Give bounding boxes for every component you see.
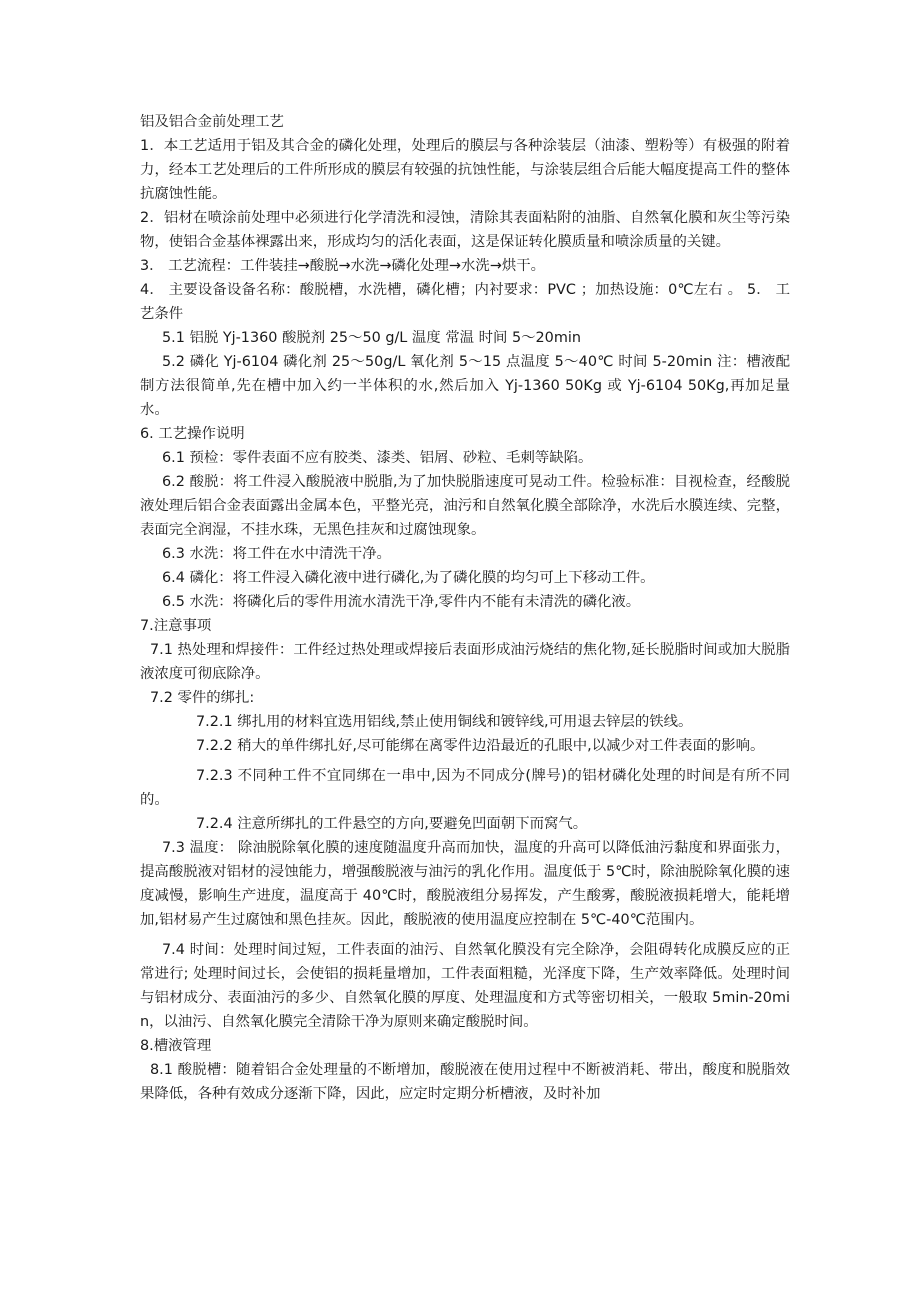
paragraph-7-2-4: 7.2.4 注意所绑扎的工件悬空的方向,要避免凹面朝下而窝气。: [196, 816, 588, 832]
paragraph-6-4: 6.4 磷化：将工件浸入磷化液中进行磷化,为了磷化膜的均匀可上下移动工件。: [162, 570, 655, 586]
paragraph-7-2-2: 7.2.2 稍大的单件绑扎好,尽可能绑在离零件边沿最近的孔眼中,以减少对工件表面的影响。: [196, 738, 765, 754]
paragraph-6-5: 6.5 水洗：将磷化后的零件用流水清洗干净,零件内不能有未清洗的磷化液。: [162, 594, 641, 610]
document-page: [140, 110, 790, 1106]
paragraph-5-2: 5.2 磷化 Yj-6104 磷化剂 25～50g/L 氧化剂 5～15 点温度 5～40℃ 时间 5-20min 注：槽液配制方法很简单,先在槽中加入约一半体积的水,然后加入 Yj-1360 50Kg 或 Yj-6104 50Kg,再加足量水。: [140, 354, 790, 418]
paragraph-6-2: 6.2 酸脱：将工件浸入酸脱液中脱脂,为了加快脱脂速度可晃动工件。检验标准：目视检查，经酸脱液处理后铝合金表面露出金属本色，平整光亮，油污和自然氧化膜全部除净，水洗后水膜连续、完整，表面完全润湿，不挂水珠，无黑色挂灰和过腐蚀现象。: [140, 474, 790, 538]
paragraph-6-1: 6.1 预检：零件表面不应有胶类、漆类、铝屑、砂粒、毛刺等缺陷。: [162, 450, 593, 466]
paragraph-8: 8.槽液管理: [140, 1038, 212, 1054]
paragraph-4: 4． 主要设备设备名称：酸脱槽，水洗槽，磷化槽；内衬要求：PVC ；加热设施：0℃左右 。 5． 工艺条件: [140, 282, 790, 322]
paragraph-6-3: 6.3 水洗：将工件在水中清洗干净。: [162, 546, 391, 562]
paragraph-7-2-1: 7.2.1 绑扎用的材料宜选用铝线,禁止使用铜线和镀锌线,可用退去锌层的铁线。: [196, 714, 693, 730]
paragraph-7: 7.注意事项: [140, 618, 212, 634]
paragraph-7-2-3: 7.2.3 不同种工件不宜同绑在一串中,因为不同成分(牌号)的铝材磷化处理的时间是有所不同的。: [140, 768, 790, 808]
paragraph-7-2: 7.2 零件的绑扎:: [150, 690, 255, 706]
paragraph-7-4: 7.4 时间：处理时间过短，工件表面的油污、自然氧化膜没有完全除净，会阻碍转化成膜反应的正常进行; 处理时间过长，会使铝的损耗量增加，工件表面粗糙，光泽度下降，生产效率降低。处理时间与铝材成分、表面油污的多少、自然氧化膜的厚度、处理温度和方式等密切相关，一般取 5min-20min，以油污、自然氧化膜完全清除干净为原则来确定酸脱时间。: [140, 942, 790, 1030]
paragraph-7-1: 7.1 热处理和焊接件：工件经过热处理或焊接后表面形成油污烧结的焦化物,延长脱脂时间或加大脱脂液浓度可彻底除净。: [140, 642, 790, 682]
paragraph-5-1: 5.1 铝脱 Yj-1360 酸脱剂 25～50 g/L 温度 常温 时间 5～20min: [162, 330, 581, 346]
paragraph-6: 6. 工艺操作说明: [140, 426, 245, 442]
paragraph-8-1: 8.1 酸脱槽：随着铝合金处理量的不断增加，酸脱液在使用过程中不断被消耗、带出，酸度和脱脂效果降低，各种有效成分逐渐下降，因此，应定时定期分析槽液，及时补加: [140, 1062, 790, 1102]
document-title: 铝及铝合金前处理工艺: [140, 114, 284, 130]
paragraph-3: 3． 工艺流程：工件装挂→酸脱→水洗→磷化处理→水洗→烘干。: [140, 258, 546, 274]
paragraph-2: 2．铝材在喷涂前处理中必须进行化学清洗和浸蚀，清除其表面粘附的油脂、自然氧化膜和灰尘等污染物，使铝合金基体裸露出来，形成均匀的活化表面，这是保证转化膜质量和喷涂质量的关键。: [140, 210, 790, 250]
paragraph-7-3: 7.3 温度： 除油脱除氧化膜的速度随温度升高而加快，温度的升高可以降低油污黏度和界面张力，提高酸脱液对铝材的浸蚀能力，增强酸脱液与油污的乳化作用。温度低于 5℃时，除油脱除氧化膜的速度减慢，影响生产进度，温度高于 40℃时，酸脱液组分易挥发，产生酸雾，酸脱液损耗增大，能耗增加,铝材易产生过腐蚀和黑色挂灰。因此，酸脱液的使用温度应控制在 5℃-40℃范围内。: [140, 840, 790, 928]
paragraph-1: 1．本工艺适用于铝及其合金的磷化处理，处理后的膜层与各种涂装层（油漆、塑粉等）有极强的附着力，经本工艺处理后的工件所形成的膜层有较强的抗蚀性能，与涂装层组合后能大幅度提高工件的整体抗腐蚀性能。: [140, 138, 790, 202]
